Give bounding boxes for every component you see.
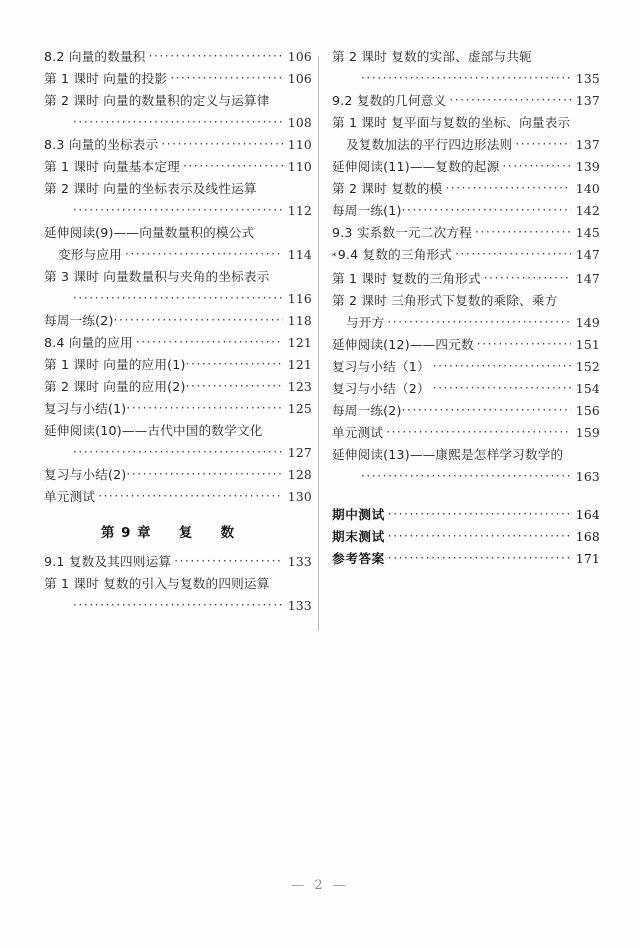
toc-dot-leader <box>73 594 283 616</box>
toc-page-number: 133 <box>287 598 312 613</box>
toc-entry[interactable] <box>44 332 312 354</box>
column-divider <box>318 56 319 631</box>
folio-number: 2 <box>314 878 326 893</box>
toc-entry-label: 第 3 课时 向量数量积与夹角的坐标表示 <box>44 269 270 284</box>
toc-entry-label: 第 2 课时 向量的坐标表示及线性运算 <box>44 181 257 196</box>
toc-entry[interactable] <box>44 90 312 112</box>
toc-entry[interactable] <box>44 398 312 420</box>
toc-entry[interactable] <box>332 244 600 268</box>
toc-entry[interactable] <box>44 376 312 398</box>
toc-page-number: 145 <box>575 225 600 240</box>
chapter-heading <box>44 522 312 541</box>
toc-page-number: 147 <box>575 271 600 286</box>
toc-entry-label: 期中测试 <box>332 507 385 522</box>
toc-entry[interactable] <box>44 595 312 617</box>
chapter-heading-char1: 复 <box>178 526 194 541</box>
toc-dot-leader <box>477 333 571 355</box>
toc-dot-leader <box>388 503 571 525</box>
toc-dot-leader <box>126 463 283 485</box>
toc-entry-label: 单元测试 <box>332 425 384 440</box>
toc-dot-leader <box>174 550 283 572</box>
toc-page-number: 171 <box>575 551 600 566</box>
toc-page-number: 137 <box>575 93 600 108</box>
toc-page-number: 118 <box>287 313 312 328</box>
toc-page-number: 164 <box>575 507 600 522</box>
toc-entry-label: 第 2 课时 复数的模 <box>332 181 443 196</box>
toc-entry[interactable] <box>332 312 600 334</box>
toc-entry-label: 第 1 课时 向量的应用(1) <box>44 357 186 372</box>
toc-dot-leader <box>161 133 283 155</box>
toc-page-number: 135 <box>575 71 600 86</box>
toc-dot-leader <box>126 397 283 419</box>
toc-dot-leader <box>183 155 283 177</box>
toc-right-column <box>332 46 600 570</box>
toc-entry[interactable] <box>332 334 600 356</box>
toc-entry[interactable] <box>332 268 600 290</box>
toc-entry[interactable] <box>44 222 312 244</box>
toc-page-number: 149 <box>575 315 600 330</box>
toc-entry-label: 期末测试 <box>332 529 385 544</box>
toc-entry-label: 延伸阅读(11)——复数的起源 <box>332 159 500 174</box>
toc-right-entries <box>332 46 600 488</box>
toc-entry[interactable] <box>44 464 312 486</box>
chapter-heading-char2: 数 <box>220 526 235 541</box>
toc-dot-leader <box>125 243 283 265</box>
toc-entry[interactable] <box>332 68 600 90</box>
toc-right-final-entries <box>332 504 600 570</box>
toc-entry[interactable] <box>44 112 312 134</box>
toc-page-number: 127 <box>287 445 312 460</box>
toc-entry-label: 9.1 复数及其四则运算 <box>44 554 172 569</box>
toc-entry[interactable] <box>332 178 600 200</box>
toc-entry-label: 9.3 实系数一元二次方程 <box>332 225 472 240</box>
toc-dot-leader <box>502 155 571 177</box>
toc-entry-label: 每周一练(2) <box>332 403 402 418</box>
toc-entry[interactable] <box>44 486 312 508</box>
toc-left-entries <box>44 46 312 508</box>
toc-page-number: 128 <box>287 467 312 482</box>
toc-page-number: 156 <box>575 403 600 418</box>
toc-page-number: 152 <box>575 359 600 374</box>
toc-entry[interactable] <box>332 504 600 526</box>
toc-entry[interactable] <box>332 112 600 134</box>
toc-page-number: 108 <box>287 115 312 130</box>
toc-dot-leader <box>170 67 283 89</box>
toc-page-number: 121 <box>287 357 312 372</box>
toc-page-number: 137 <box>575 137 600 152</box>
toc-page-number: 130 <box>287 489 312 504</box>
toc-entry[interactable] <box>44 288 312 310</box>
toc-entry[interactable] <box>44 420 312 442</box>
toc-entry[interactable] <box>44 46 312 68</box>
toc-entry-label: 与开方 <box>346 315 385 330</box>
toc-entry[interactable] <box>44 156 312 178</box>
toc-entry[interactable] <box>44 68 312 90</box>
toc-entry[interactable] <box>332 526 600 548</box>
toc-page-number: 151 <box>575 337 600 352</box>
toc-page-number: 114 <box>287 247 312 262</box>
toc-entry[interactable] <box>332 356 600 378</box>
page-folio <box>0 878 640 893</box>
toc-entry-label: 复习与小结(2) <box>44 467 127 482</box>
toc-entry-label: 9.2 复数的几何意义 <box>332 93 447 108</box>
toc-page-number: 106 <box>287 49 312 64</box>
toc-dot-leader <box>386 421 571 443</box>
toc-entry-label: 延伸阅读(9)——向量数量积的模公式 <box>44 225 255 240</box>
toc-page-number: 142 <box>575 203 600 218</box>
toc-entry[interactable] <box>332 156 600 178</box>
toc-entry-label: 8.4 向量的应用 <box>44 335 133 350</box>
toc-page-number: 112 <box>287 203 312 218</box>
toc-dot-leader <box>98 485 283 507</box>
toc-entry-label: 及复数加法的平行四边形法则 <box>346 137 513 152</box>
toc-page-number: 110 <box>287 137 312 152</box>
toc-left-column <box>44 46 312 617</box>
toc-entry[interactable] <box>44 310 312 332</box>
toc-page-number: 106 <box>287 71 312 86</box>
toc-page-number: 125 <box>287 401 312 416</box>
toc-entry-label: 第 2 课时 三角形式下复数的乘除、乘方 <box>332 293 558 308</box>
toc-entry-label: 复习与小结(1) <box>44 401 127 416</box>
toc-dot-leader <box>186 353 283 375</box>
toc-dot-leader <box>387 311 571 333</box>
toc-dot-leader <box>402 399 571 421</box>
toc-dot-leader <box>388 547 571 569</box>
toc-entry[interactable] <box>332 200 600 222</box>
toc-entry-label: 第 1 课时 向量基本定理 <box>44 159 180 174</box>
asterisk-marker-icon: * <box>332 252 337 262</box>
toc-page-number: 121 <box>287 335 312 350</box>
toc-entry-label: 单元测试 <box>44 489 96 504</box>
toc-dot-leader <box>361 465 571 487</box>
toc-page-number: 154 <box>575 381 600 396</box>
toc-dot-leader <box>73 441 283 463</box>
toc-entry[interactable] <box>44 354 312 376</box>
toc-entry-label: 每周一练(1) <box>332 203 402 218</box>
toc-entry-label: 变形与应用 <box>58 247 122 262</box>
toc-entry[interactable] <box>332 290 600 312</box>
toc-entry[interactable] <box>44 200 312 222</box>
toc-entry[interactable] <box>332 378 600 400</box>
toc-dot-leader <box>73 199 283 221</box>
chapter-heading-prefix: 第 9 章 <box>101 526 152 541</box>
toc-dot-leader <box>433 355 571 377</box>
toc-entry[interactable] <box>44 244 312 266</box>
toc-entry-label: 延伸阅读(13)——康熙是怎样学习数学的 <box>332 447 564 462</box>
toc-page-number: 163 <box>575 469 600 484</box>
toc-dot-leader <box>149 45 283 67</box>
toc-page-number: 168 <box>575 529 600 544</box>
toc-page-number: 133 <box>287 554 312 569</box>
toc-entry-label: 参考答案 <box>332 551 385 566</box>
toc-left-entries-chapter9 <box>44 551 312 617</box>
toc-page-number: 116 <box>287 291 312 306</box>
toc-entry[interactable] <box>44 134 312 156</box>
toc-entry-label: 复习与小结（1） <box>332 359 430 374</box>
toc-dot-leader <box>515 133 571 155</box>
toc-page-number: 139 <box>575 159 600 174</box>
toc-entry[interactable] <box>332 444 600 466</box>
toc-dot-leader <box>455 243 571 265</box>
toc-entry[interactable] <box>332 422 600 444</box>
toc-entry-label: 第 1 课时 复数的三角形式 <box>332 271 481 286</box>
toc-entry[interactable] <box>332 90 600 112</box>
toc-entry-label: 延伸阅读(12)——四元数 <box>332 337 474 352</box>
toc-page-number: 123 <box>287 379 312 394</box>
toc-entry-label: 第 1 课时 复数的引入与复数的四则运算 <box>44 576 270 591</box>
toc-dot-leader <box>402 199 571 221</box>
toc-dot-leader <box>136 331 283 353</box>
toc-page-number: 159 <box>575 425 600 440</box>
toc-entry-label: 8.2 向量的数量积 <box>44 49 146 64</box>
folio-dash-left: — <box>291 878 308 893</box>
toc-entry[interactable] <box>44 442 312 464</box>
toc-entry[interactable] <box>44 573 312 595</box>
toc-dot-leader <box>388 525 571 547</box>
toc-entry[interactable] <box>332 222 600 244</box>
toc-dot-leader <box>361 67 571 89</box>
toc-dot-leader <box>484 267 571 289</box>
toc-entry[interactable] <box>332 46 600 68</box>
toc-dot-leader <box>433 377 571 399</box>
toc-dot-leader <box>114 309 283 331</box>
toc-entry-label: 9.4 复数的三角形式 <box>337 247 453 262</box>
toc-dot-leader <box>449 89 571 111</box>
toc-page-number: 110 <box>287 159 312 174</box>
toc-dot-leader <box>445 177 571 199</box>
toc-entry-label: 第 2 课时 复数的实部、虚部与共轭 <box>332 49 532 64</box>
toc-entry[interactable] <box>44 266 312 288</box>
toc-entry[interactable] <box>44 178 312 200</box>
toc-dot-leader <box>73 111 283 133</box>
toc-entry[interactable] <box>44 551 312 573</box>
table-of-contents <box>0 46 640 646</box>
toc-page-number: 147 <box>575 247 600 262</box>
toc-dot-leader <box>73 287 283 309</box>
toc-entry[interactable] <box>332 466 600 488</box>
toc-entry-label: 复习与小结（2） <box>332 381 430 396</box>
toc-entry-label: 第 1 课时 向量的投影 <box>44 71 168 86</box>
toc-entry-label: 第 2 课时 向量的应用(2) <box>44 379 186 394</box>
toc-entry-label: 8.3 向量的坐标表示 <box>44 137 159 152</box>
toc-entry[interactable] <box>332 134 600 156</box>
toc-page-number: 140 <box>575 181 600 196</box>
toc-dot-leader <box>475 221 571 243</box>
toc-entry[interactable] <box>332 400 600 422</box>
folio-dash-right: — <box>332 878 349 893</box>
toc-entry[interactable] <box>332 548 600 570</box>
toc-entry-label: 延伸阅读(10)——古代中国的数学文化 <box>44 423 263 438</box>
toc-entry-label: 第 2 课时 向量的数量积的定义与运算律 <box>44 93 270 108</box>
toc-entry-label: 第 1 课时 复平面与复数的坐标、向量表示 <box>332 115 571 130</box>
toc-entry-label: 每周一练(2) <box>44 313 114 328</box>
toc-dot-leader <box>186 375 283 397</box>
